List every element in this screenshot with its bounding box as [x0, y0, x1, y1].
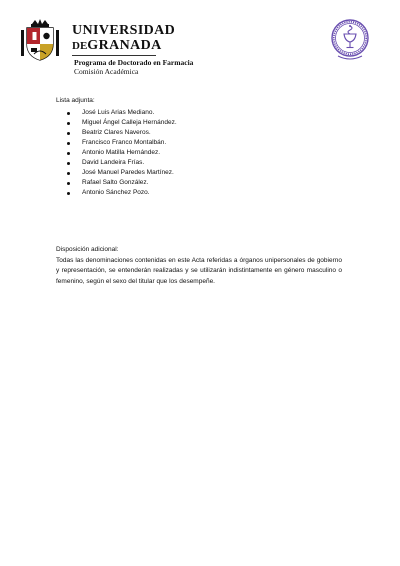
- bullet-icon: [67, 172, 70, 175]
- list-item: [56, 158, 177, 168]
- list-item-name: Antonio Sánchez Pozo.: [82, 189, 150, 196]
- list-item-name: Beatriz Clares Naveros.: [82, 129, 151, 136]
- additional-provision-heading: Disposición adicional:: [56, 246, 119, 253]
- list-item: [56, 108, 177, 118]
- bullet-icon: [67, 122, 70, 125]
- university-name-line1: UNIVERSIDAD: [72, 23, 176, 38]
- list-item-name: Francisco Franco Montalbán.: [82, 139, 167, 146]
- list-item-name: David Landeira Frías.: [82, 159, 145, 166]
- bullet-icon: [67, 162, 70, 165]
- program-title: Programa de Doctorado en Farmacia: [74, 58, 194, 67]
- additional-provision-text: Todas las denominaciones contenidas en este Acta referidas a órganos unipersonales de gobierno y representación, se entenderán realizadas y se utilizarán indistintamente en género masculino o femenino, según el sexo del titular que los desempeñe.: [56, 256, 342, 285]
- bullet-icon: [67, 132, 70, 135]
- list-item-name: Miguel Ángel Calleja Hernández.: [82, 119, 177, 126]
- university-coat-of-arms-icon: [18, 18, 62, 62]
- list-item: [56, 118, 177, 128]
- list-item: [56, 188, 177, 198]
- pharmacy-faculty-seal-icon: [330, 18, 370, 64]
- bullet-icon: [67, 182, 70, 185]
- bullet-icon: [67, 142, 70, 145]
- attached-name-list: [56, 108, 177, 198]
- list-item-name: Antonio Matilla Hernández.: [82, 149, 161, 156]
- attached-list-heading: Lista adjunta:: [56, 97, 95, 104]
- university-wordmark: [72, 24, 175, 54]
- program-subtitle: Comisión Académica: [74, 67, 139, 76]
- bullet-icon: [67, 112, 70, 115]
- list-item: [56, 168, 177, 178]
- header-divider: [72, 55, 156, 56]
- attached-list-section: [56, 96, 177, 198]
- list-item-name: José Manuel Paredes Martínez.: [82, 169, 174, 176]
- university-name-line2: [72, 38, 175, 54]
- list-item: [56, 148, 177, 158]
- list-item: [56, 138, 177, 148]
- university-name-prefix: DE: [72, 40, 88, 52]
- list-item: [56, 178, 177, 188]
- list-item-name: José Luis Arias Mediano.: [82, 109, 155, 116]
- list-item: [56, 128, 177, 138]
- bullet-icon: [67, 192, 70, 195]
- university-name-city: GRANADA: [87, 38, 162, 53]
- list-item-name: Rafael Salto González.: [82, 179, 149, 186]
- additional-provision-section: [56, 245, 342, 287]
- bullet-icon: [67, 152, 70, 155]
